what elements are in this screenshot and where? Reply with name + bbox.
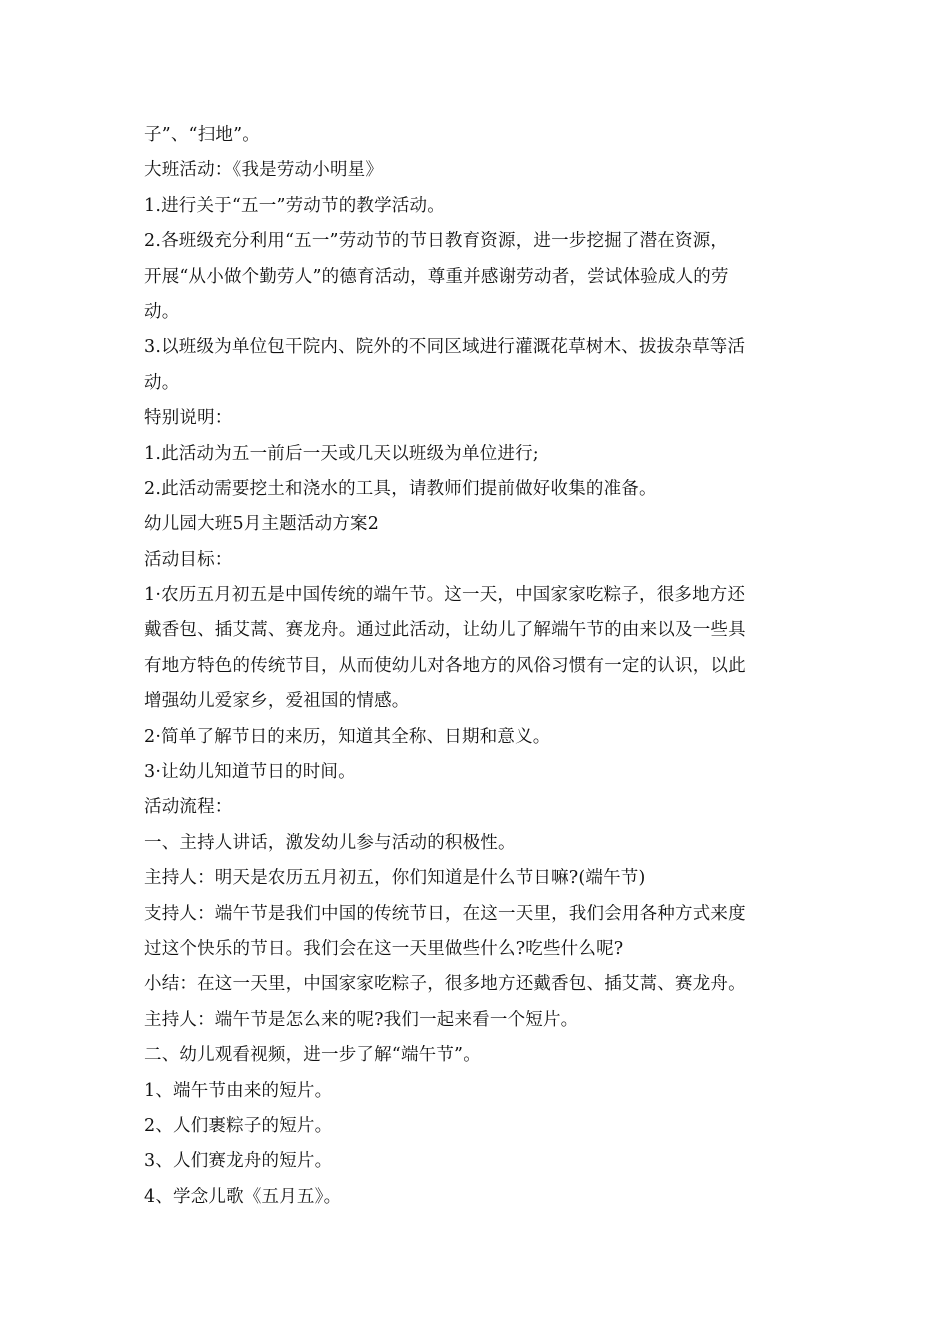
text-line: 有地方特色的传统节目，从而使幼儿对各地方的风俗习惯有一定的认识，以此 xyxy=(144,655,746,676)
section-heading: 一、主持人讲话，激发幼儿参与活动的积极性。 xyxy=(144,832,516,853)
dialogue-line: 主持人：端午节是怎么来的呢?我们一起来看一个短片。 xyxy=(144,1009,579,1030)
list-item: 2.此活动需要挖土和浇水的工具，请教师们提前做好收集的准备。 xyxy=(144,478,657,499)
document-page xyxy=(144,118,814,1215)
list-item: 1.此活动为五一前后一天或几天以班级为单位进行; xyxy=(144,443,539,464)
section-heading: 大班活动：《我是劳动小明星》 xyxy=(144,160,384,181)
text-line: 开展“从小做个勤劳人”的德育活动，尊重并感谢劳动者，尝试体验成人的劳 xyxy=(144,266,729,287)
list-item: 3·让幼儿知道节日的时间。 xyxy=(144,762,356,783)
section-heading: 特别说明： xyxy=(144,408,233,429)
list-item: 2·简单了解节日的来历，知道其全称、日期和意义。 xyxy=(144,726,551,747)
dialogue-line: 主持人：明天是农历五月初五，你们知道是什么节日嘛?(端午节) xyxy=(144,868,646,889)
list-item: 2、人们裹粽子的短片。 xyxy=(144,1115,333,1136)
list-item: 1·农历五月初五是中国传统的端午节。这一天，中国家家吃粽子，很多地方还 xyxy=(144,585,746,606)
dialogue-line: 小结：在这一天里，中国家家吃粽子，很多地方还戴香包、插艾蒿、赛龙舟。 xyxy=(144,974,746,995)
dialogue-line: 支持人：端午节是我们中国的传统节日，在这一天里，我们会用各种方式来度 xyxy=(144,903,746,924)
list-item: 3、人们赛龙舟的短片。 xyxy=(144,1151,333,1172)
list-item: 1.进行关于“五一”劳动节的教学活动。 xyxy=(144,195,445,216)
text-line: 过这个快乐的节日。我们会在这一天里做些什么?吃些什么呢? xyxy=(144,938,624,959)
text-line: 子”、“扫地”。 xyxy=(144,125,260,145)
section-heading: 活动流程： xyxy=(144,797,233,818)
text-line: 增强幼儿爱家乡，爱祖国的情感。 xyxy=(144,691,410,712)
text-line: 动。 xyxy=(144,372,180,393)
list-item: 2.各班级充分利用“五一”劳动节的节日教育资源，进一步挖掘了潜在资源， xyxy=(144,231,729,252)
section-heading: 二、幼儿观看视频，进一步了解“端午节”。 xyxy=(144,1045,481,1066)
text-line: 戴香包、插艾蒿、赛龙舟。通过此活动，让幼儿了解端午节的由来以及一些具 xyxy=(144,620,746,641)
list-item: 1、端午节由来的短片。 xyxy=(144,1080,333,1101)
list-item: 3.以班级为单位包干院内、院外的不同区域进行灌溉花草树木、拔拔杂草等活 xyxy=(144,337,746,358)
document-title: 幼儿园大班5月主题活动方案2 xyxy=(144,514,380,535)
list-item: 4、学念儿歌《五月五》。 xyxy=(144,1186,342,1207)
section-heading: 活动目标： xyxy=(144,549,233,570)
text-line: 动。 xyxy=(144,301,180,322)
